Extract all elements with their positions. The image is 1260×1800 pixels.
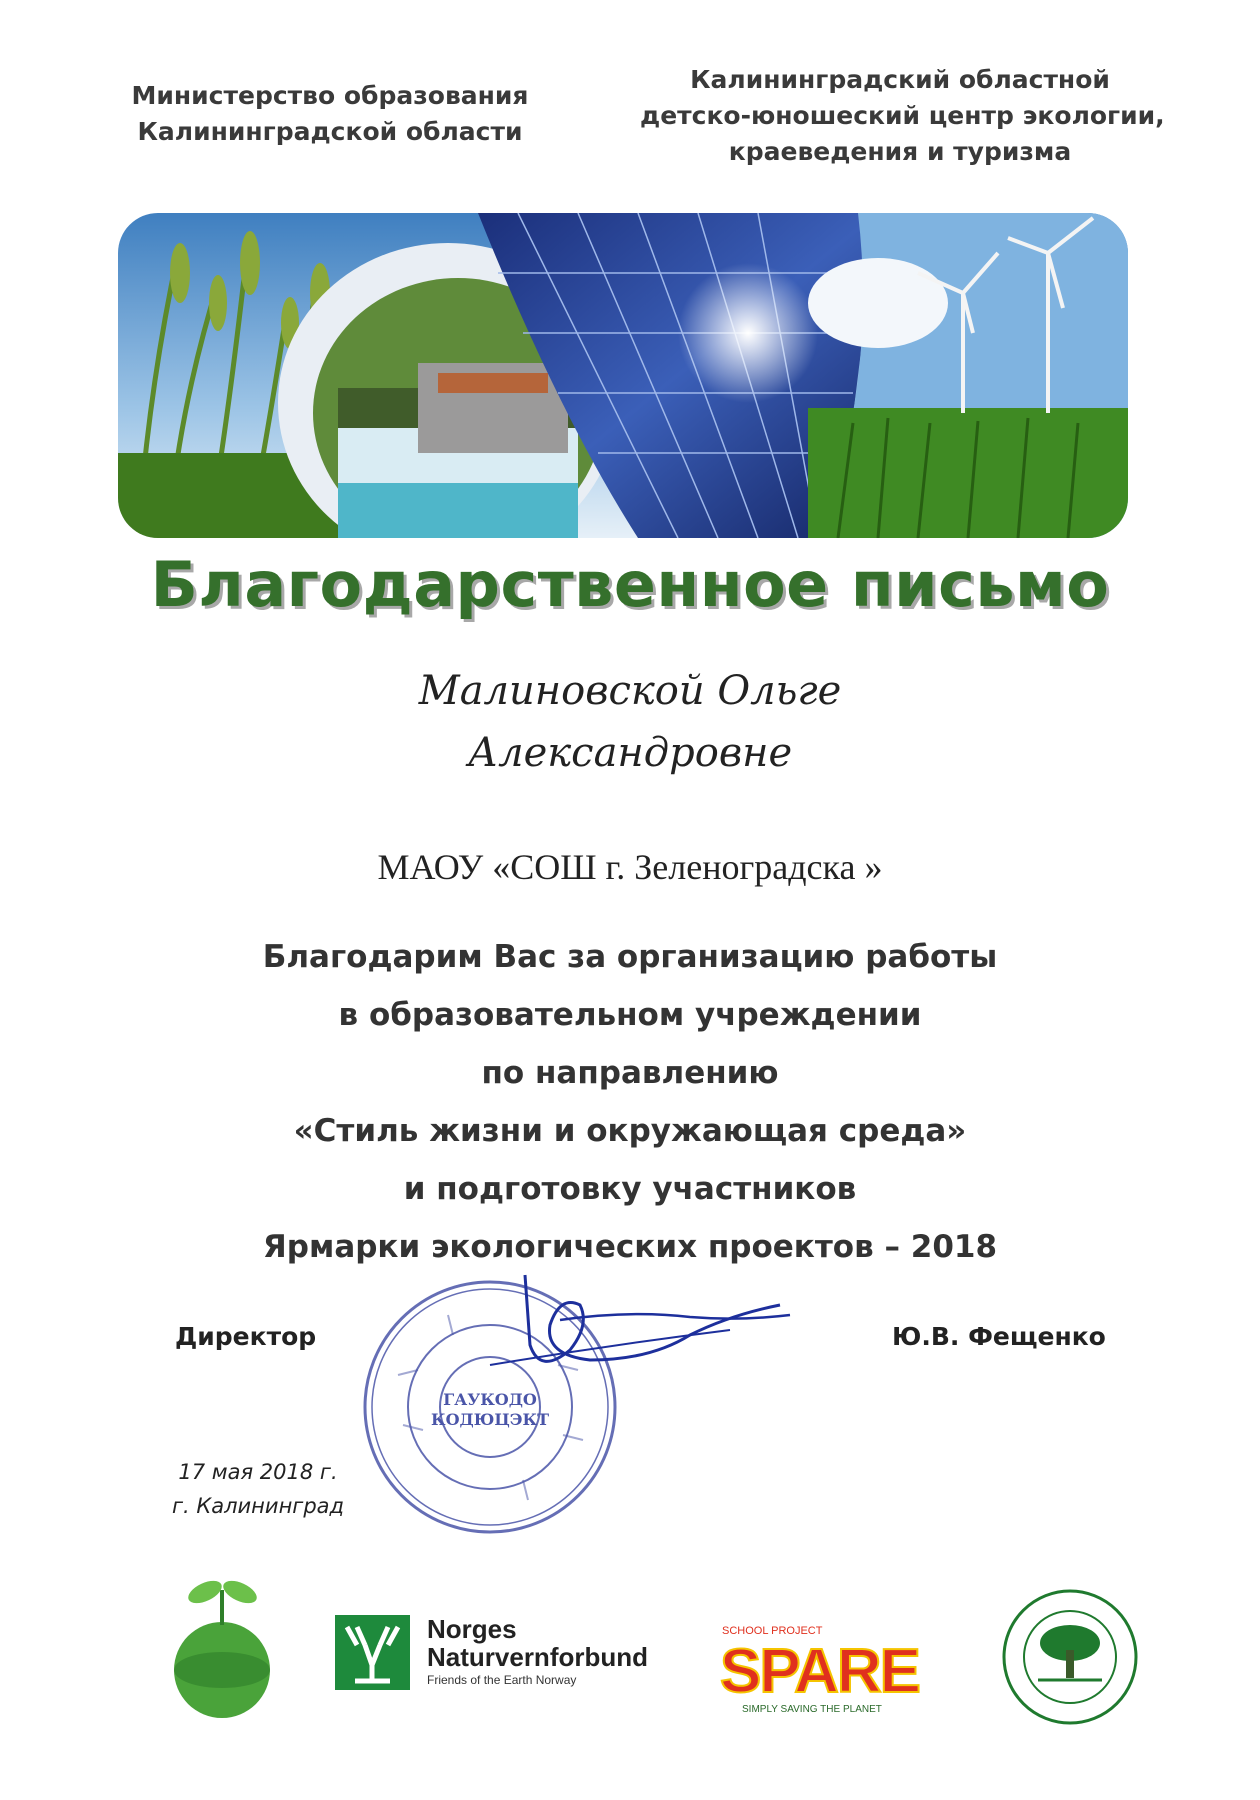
ministry-header — [110, 78, 550, 150]
gratitude-line: по направлению — [481, 1055, 779, 1091]
spare-tagline: SIMPLY SAVING THE PLANET — [742, 1704, 882, 1715]
director-label: Директор — [175, 1322, 317, 1351]
issue-place: г. Калининград — [171, 1494, 345, 1518]
gratitude-line: в образовательном учреждении — [338, 997, 922, 1033]
director-name: Ю.В. Фещенко — [892, 1322, 1106, 1351]
center-line: краеведения и туризма — [728, 137, 1072, 166]
norges-line: Naturvernforbund — [427, 1642, 648, 1672]
spare-project-logo — [712, 1620, 962, 1720]
center-line: детско-юношеский центр экологии, — [640, 101, 1165, 130]
gratitude-line: Благодарим Вас за организацию работы — [262, 939, 998, 975]
eco-center-logo — [1000, 1585, 1140, 1730]
spare-name: SPARE — [720, 1637, 920, 1706]
center-header — [640, 62, 1165, 170]
norges-line: Friends of the Earth Norway — [427, 1673, 577, 1687]
gratitude-text — [0, 928, 1260, 1276]
norges-naturvernforbund-logo — [335, 1615, 680, 1690]
recipient-line: Александровне — [467, 730, 793, 776]
stamp-center-line: КОДЮЦЭКТ — [431, 1410, 549, 1429]
earth-sprout-icon — [160, 1570, 285, 1725]
norges-tree-icon — [335, 1615, 410, 1690]
school-name: МАОУ «СОШ г. Зеленоградска » — [377, 847, 883, 887]
center-line: Калининградский областной — [690, 65, 1110, 94]
date-place — [158, 1455, 358, 1523]
earth-sprout-logo — [160, 1570, 285, 1725]
eco-center-emblem — [1000, 1585, 1140, 1730]
signature-scribble — [430, 1265, 800, 1385]
norges-wordmark — [427, 1615, 648, 1687]
gratitude-line: «Стиль жизни и окружающая среда» — [293, 1113, 967, 1149]
banner-illustration — [118, 213, 1128, 538]
gratitude-line: Ярмарки экологических проектов – 2018 — [262, 1229, 998, 1265]
spare-wordmark — [712, 1620, 962, 1720]
eco-energy-banner — [118, 213, 1128, 538]
issue-date: 17 мая 2018 г. — [178, 1460, 338, 1484]
document-title: Благодарственное письмо — [150, 548, 1110, 621]
stamp-center-line: ГАУКОДО — [443, 1390, 537, 1409]
recipient-line: Малиновской Ольге — [418, 668, 842, 714]
norges-line: Norges — [427, 1614, 517, 1644]
spare-top: SCHOOL PROJECT — [722, 1625, 823, 1637]
director-signature — [430, 1265, 800, 1385]
recipient-name — [0, 660, 1260, 784]
ministry-line: Министерство образования — [131, 81, 529, 110]
gratitude-line: и подготовку участников — [403, 1171, 857, 1207]
ministry-line: Калининградской области — [137, 117, 523, 146]
